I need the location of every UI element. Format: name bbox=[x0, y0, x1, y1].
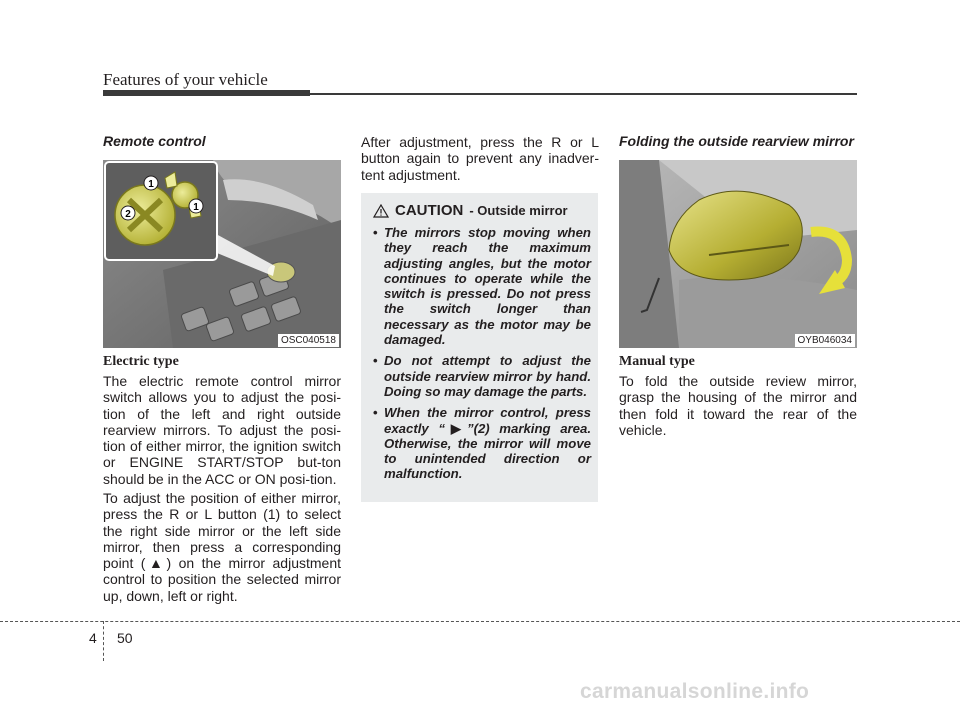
caution-subtitle: - Outside mirror bbox=[469, 203, 568, 218]
footer-divider bbox=[103, 621, 104, 661]
caution-item: • Do not attempt to adjust the outside rearview mirror by hand. Doing so may damage the parts. bbox=[373, 353, 591, 399]
manual-type-paragraph: To fold the outside review mirror, grasp the housing of the mirror and then fold it toward the rear of the vehicle. bbox=[619, 373, 857, 438]
page-number: 50 bbox=[117, 630, 133, 646]
caution-heading bbox=[373, 202, 568, 219]
chapter-number: 4 bbox=[89, 630, 97, 646]
para-text-before: To adjust the position of either mirror, press the R or L button (1) to select the right side mirror or the left side mirror, then press a corresponding point ( bbox=[103, 490, 341, 572]
caution-list bbox=[373, 225, 591, 488]
callout-1b: 1 bbox=[193, 202, 199, 213]
callout-1a: 1 bbox=[148, 179, 154, 190]
subtitle-electric-type: Electric type bbox=[103, 354, 179, 369]
header-rule bbox=[310, 93, 857, 95]
door-panel-illustration bbox=[103, 160, 341, 348]
triangle-right-icon: ▶ bbox=[444, 420, 467, 436]
figure-code: OSC040518 bbox=[278, 334, 339, 347]
caution-item bbox=[373, 405, 591, 481]
caution-item3-before: When the mirror control, press exactly “ bbox=[384, 405, 591, 436]
section-title-folding-mirror: Folding the outside rearview mirror bbox=[619, 133, 854, 149]
folding-mirror-figure bbox=[619, 160, 857, 348]
callout-2: 2 bbox=[125, 209, 131, 220]
figure-code: OYB046034 bbox=[795, 334, 856, 347]
para-text-after: ) on the mirror adjustment control to position the selected mirror up, down, left or right. bbox=[103, 555, 341, 604]
warning-triangle-icon bbox=[373, 204, 389, 218]
caution-item3-after: ”(2) marking area. Otherwise, the mirror will move to unintended direction or malfunction. bbox=[384, 420, 591, 482]
triangle-up-icon: ▲ bbox=[145, 555, 167, 572]
subtitle-manual-type: Manual type bbox=[619, 354, 695, 369]
section-title-remote-control: Remote control bbox=[103, 133, 206, 149]
caution-title: CAUTION bbox=[395, 202, 464, 219]
mirror-switch-figure bbox=[103, 160, 341, 348]
footer-rule bbox=[0, 621, 960, 622]
caution-item: • The mirrors stop moving when they reach the maximum adjusting angles, but the motor continues to operate while the switch is pressed. Do not press the switch longer than necessary as the motor may be damaged. bbox=[373, 225, 591, 347]
caution-box bbox=[361, 193, 598, 502]
header-bar bbox=[103, 90, 310, 96]
after-adjustment-paragraph: After adjustment, press the R or L button again to prevent any inadver-tent adjustment. bbox=[361, 134, 599, 183]
watermark: carmanualsonline.info bbox=[580, 680, 810, 703]
running-header: Features of your vehicle bbox=[103, 70, 268, 89]
folding-mirror-illustration bbox=[619, 160, 857, 348]
electric-type-paragraph: The electric remote control mirror switch allows you to adjust the posi-tion of the left and right outside rearview mirrors. To adjust the posi-tion of either mirror, the ignition switch or ENGINE START/STOP but-ton should be in the ACC or ON posi-tion. bbox=[103, 373, 341, 487]
adjust-position-paragraph bbox=[103, 490, 341, 604]
